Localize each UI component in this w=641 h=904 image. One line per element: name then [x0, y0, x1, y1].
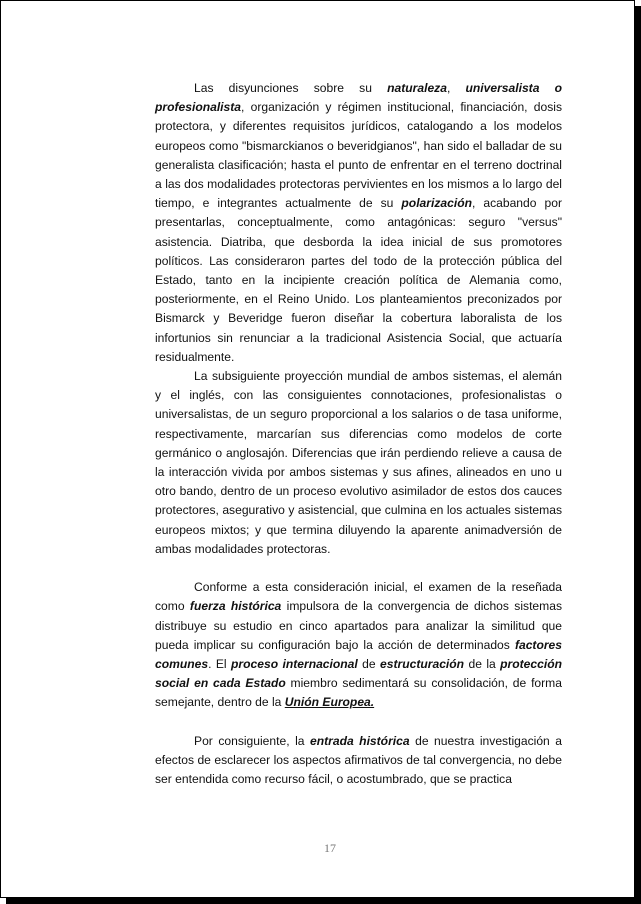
emphasis-universalista: universalista o profesionalista — [155, 81, 562, 115]
body-text — [155, 79, 562, 789]
text-run: de la — [464, 657, 501, 672]
page-shadow-bottom — [6, 898, 641, 904]
text-run: de nuestra investigación a efectos de esclarecer los aspectos afirmativos de tal convergencia, no debe ser entendida como recurso fácil, o acostumbrado, que se practica — [155, 733, 563, 787]
text-run: de — [357, 657, 381, 672]
text-run: Las disyunciones sobre su — [194, 81, 388, 95]
emphasis-fuerza-historica: fuerza histórica — [189, 599, 282, 614]
text-run: Por consiguiente, la — [194, 733, 310, 748]
emphasis-proceso-internacional: proceso internacional — [231, 657, 358, 672]
emphasis-naturaleza: naturaleza — [387, 81, 447, 95]
text-run: , — [446, 81, 466, 95]
text-run: impulsora de la convergencia de dichos sistemas distribuye su estudio en cinco apartados para analizar la similitud que pueda implicar su configuración bajo la acción de determinados — [155, 599, 563, 652]
paragraph-1 — [155, 79, 562, 367]
emphasis-polarizacion: polarización — [401, 196, 472, 211]
paragraph-4 — [155, 732, 562, 790]
text-run: . El — [208, 657, 232, 672]
text-run: , acabando por presentarlas, conceptualmente, como antagónicas: seguro "versus" asistencia. Diatriba, que desborda la idea inicial de sus promotores políticos. Las consideraron partes del todo de la protección pública del Estado, tanto en la incipiente creación política de Alemania como, posteriormente, en el Reino Unido. Los planteamientos preconizados por Bismarck y Beveridge fueron diseñar la cobertura laboralista de los infortunios sin renunciar a la tradicional Asistencia Social, que actuaría residualmente. — [155, 196, 562, 364]
emphasis-factores-comunes: factores comunes — [155, 637, 562, 672]
text-run: Conforme a esta consideración inicial, el examen de la reseñada como — [155, 580, 562, 614]
text-run: La subsiguiente proyección mundial de ambos sistemas, el alemán y el inglés, con las consiguientes connotaciones, profesionalistas o universalistas, de un seguro proporcional a los salarios o de tasa uniforme, respectivamente, marcarían sus diferencias como modelos de corte germánico o anglosajón. Diferencias que irán perdiendo relieve a causa de la interacción vivida por ambos sistemas y sus afines, alineados en uno u otro bando, dentro de un proceso evolutivo asimilador de estos dos cauces protectores, asegurativo y asistencial, que culmina en los actuales sistemas europeos mixtos; y que termina diluyendo la aparente animadversión de ambas modalidades protectoras. — [155, 369, 562, 556]
emphasis-estructuracion: estructuración — [380, 657, 465, 672]
paragraph-3 — [155, 578, 562, 712]
paragraph-2 — [155, 367, 562, 559]
emphasis-entrada-historica: entrada histórica — [310, 733, 410, 748]
page-shadow-right — [635, 6, 641, 904]
emphasis-union-europea: Unión Europea. — [284, 695, 375, 710]
text-run: miembro sedimentará su consolidación, de forma semejante, dentro de la — [155, 676, 562, 710]
page-number: 17 — [324, 841, 336, 855]
emphasis-proteccion-social: protección social en cada Estado — [155, 657, 562, 691]
text-run: , organización y régimen institucional, financiación, dosis protectora, y diferentes requisitos jurídicos, catalogando a los modelos europeos como "bismarckianos o beveridgianos", han sido el balladar de su generalista clasificación; hasta el punto de enfrentar en el terreno doctrinal a las dos modalidades protectoras pervivientes en los mismos a lo largo del tiempo, e integrantes actualmente de su — [155, 100, 562, 211]
